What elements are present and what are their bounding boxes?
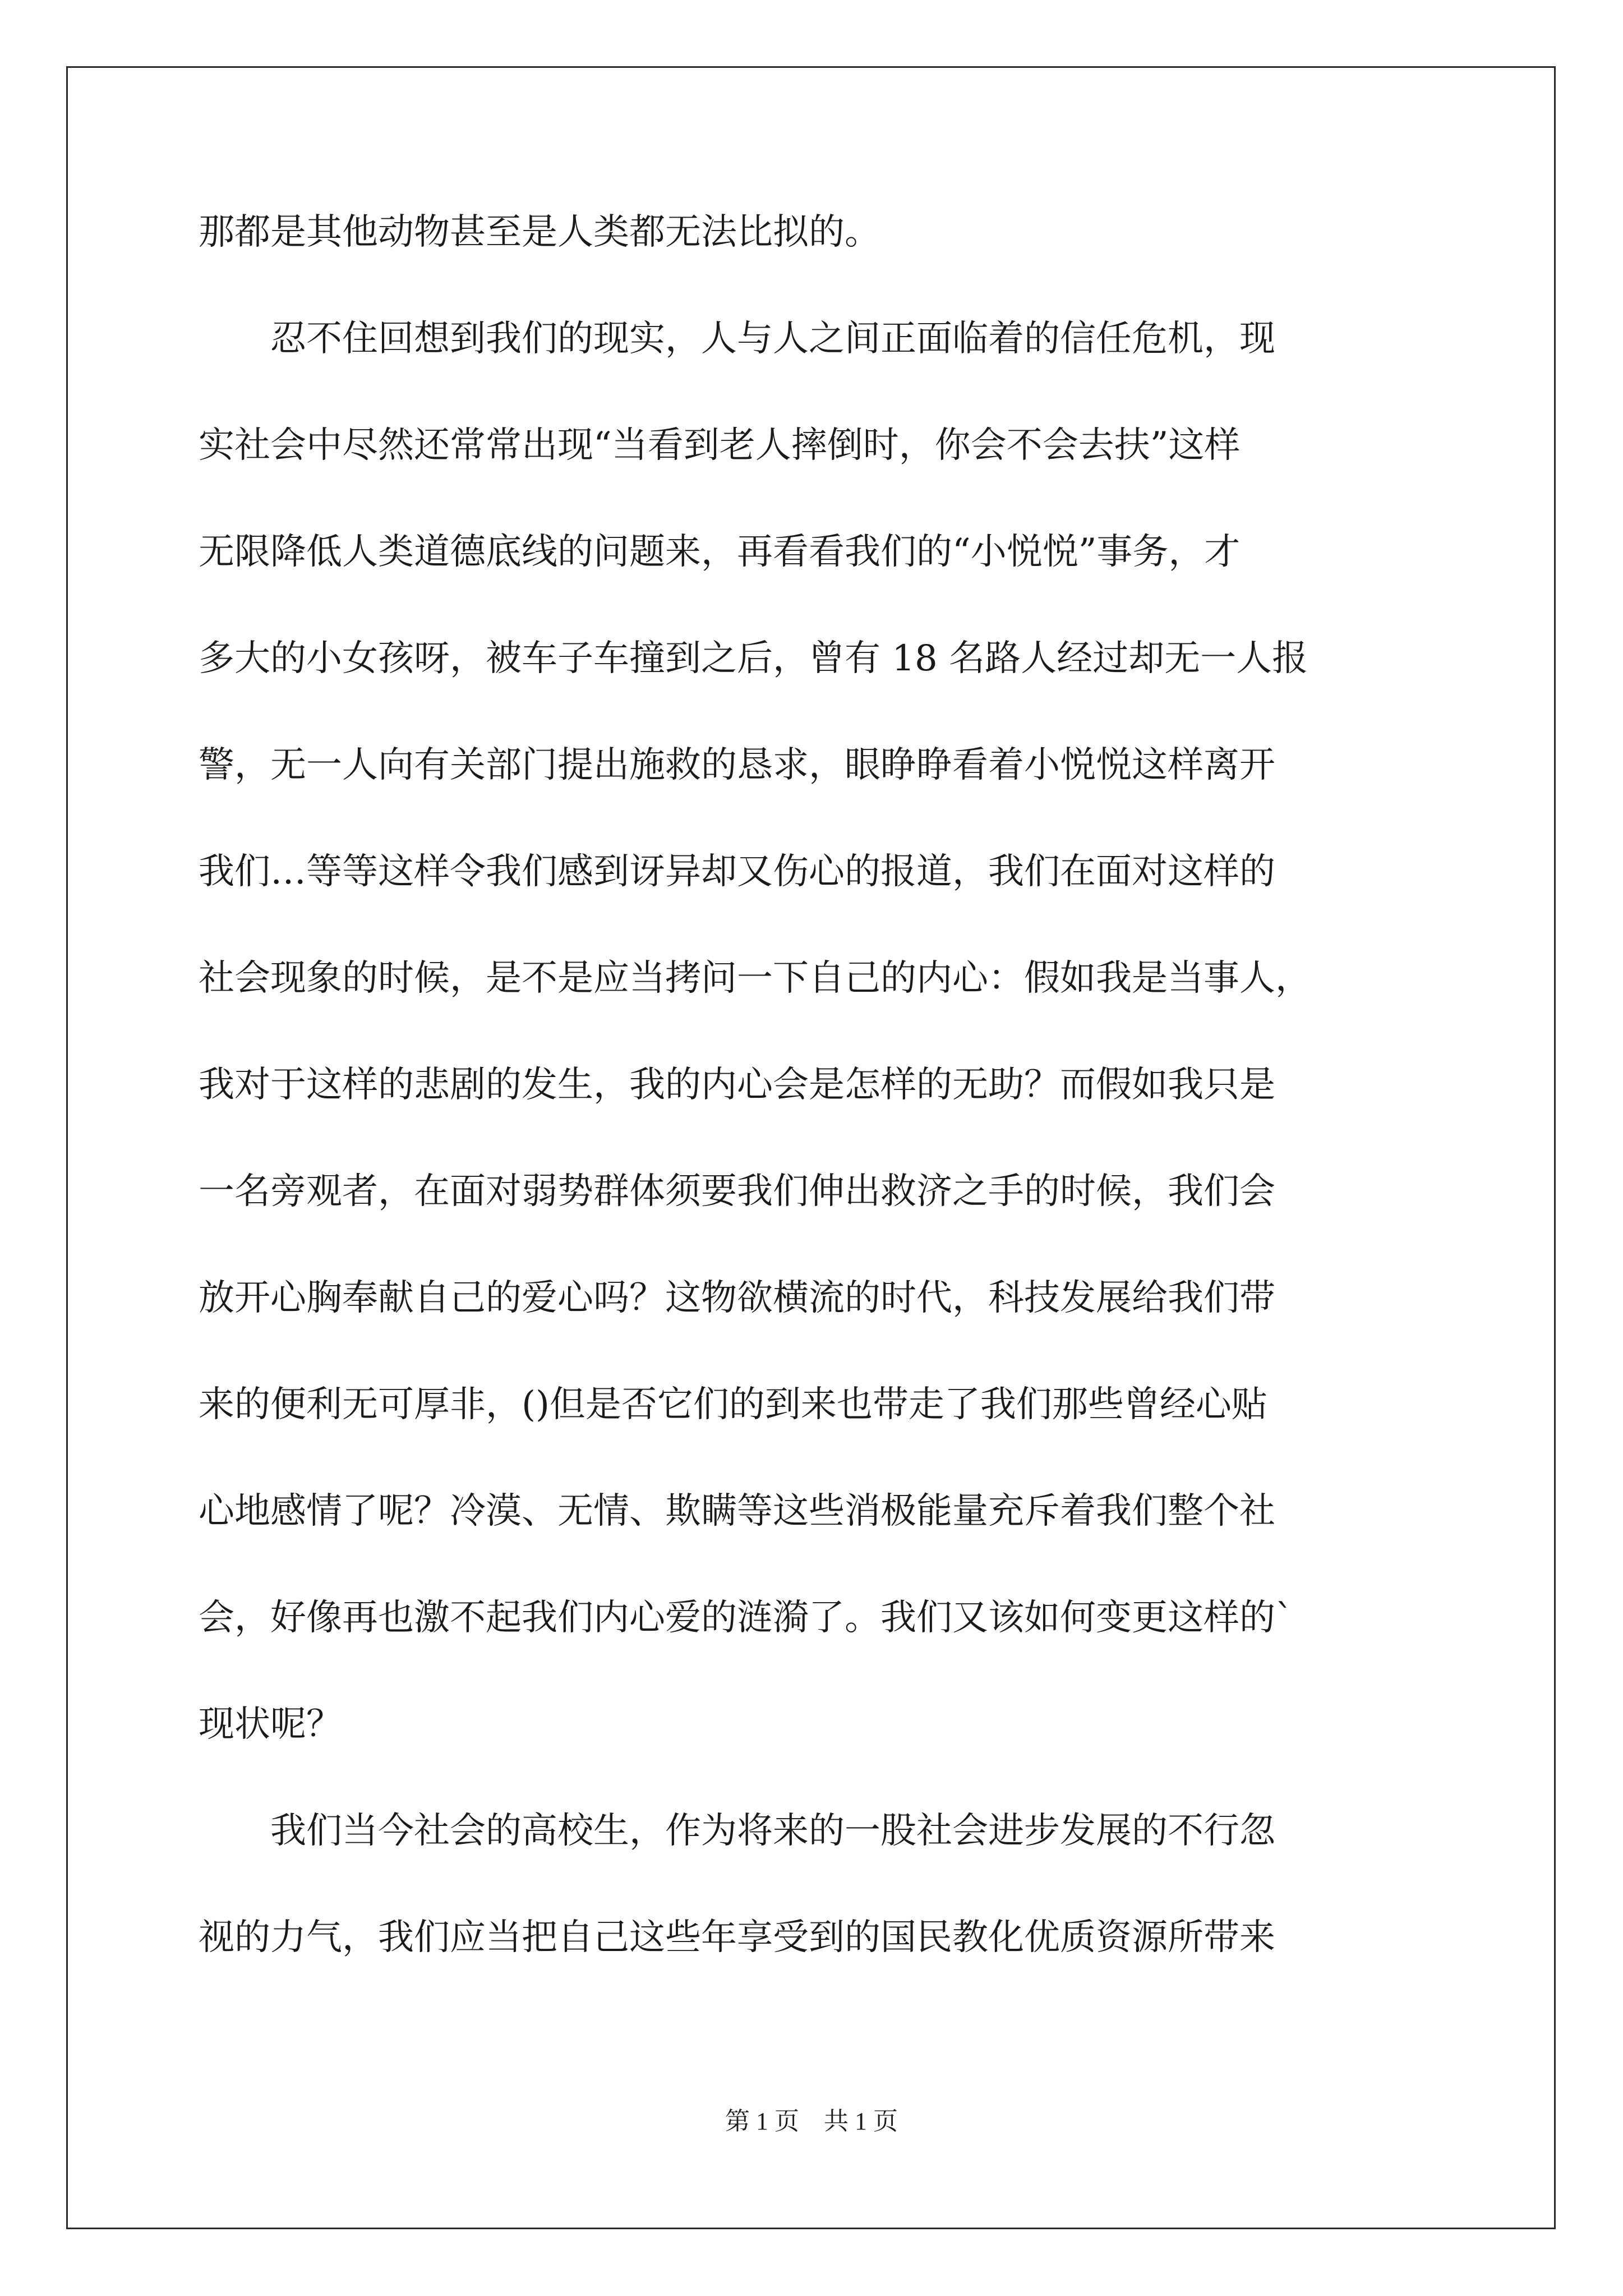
text-line: 多大的小女孩呀，被车子车撞到之后，曾有 18 名路人经过却无一人报 bbox=[199, 638, 1308, 679]
text-line: 无限降低人类道德底线的问题来，再看看我们的“小悦悦”事务，才 bbox=[199, 531, 1241, 573]
page-number: 第 1 页 共 1 页 bbox=[725, 2108, 898, 2135]
text-line: 我们…等等这样令我们感到讶异却又伤心的报道，我们在面对这样的 bbox=[199, 851, 1275, 892]
text-line: 现状呢？ bbox=[199, 1704, 342, 1745]
text-line: 我对于这样的悲剧的发生，我的内心会是怎样的无助？而假如我只是 bbox=[199, 1064, 1275, 1106]
text-line: 视的力气，我们应当把自己这些年享受到的国民教化优质资源所带来 bbox=[199, 1917, 1275, 1958]
text-line: 忍不住回想到我们的现实，人与人之间正面临着的信任危机，现 bbox=[199, 318, 1275, 360]
text-line: 放开心胸奉献自己的爱心吗？这物欲横流的时代，科技发展给我们带 bbox=[199, 1277, 1275, 1319]
text-line: 心地感情了呢？冷漠、无情、欺瞒等这些消极能量充斥着我们整个社 bbox=[199, 1490, 1275, 1532]
text-line: 那都是其他动物甚至是人类都无法比拟的。 bbox=[199, 211, 880, 253]
text-line: 警，无一人向有关部门提出施救的恳求，眼睁睁看着小悦悦这样离开 bbox=[199, 744, 1275, 786]
text-line: 一名旁观者，在面对弱势群体须要我们伸出救济之手的时候，我们会 bbox=[199, 1171, 1275, 1212]
text-line: 我们当今社会的高校生，作为将来的一股社会进步发展的不行忽 bbox=[199, 1810, 1275, 1852]
text-line: 来的便利无可厚非，()但是否它们的到来也带走了我们那些曾经心贴 bbox=[199, 1384, 1267, 1425]
text-line: 实社会中尽然还常常出现“当看到老人摔倒时，你会不会去扶”这样 bbox=[199, 425, 1241, 466]
text-line: 社会现象的时候，是不是应当拷问一下自己的内心：假如我是当事人， bbox=[199, 958, 1311, 999]
text-line: 会，好像再也激不起我们内心爱的涟漪了。我们又该如何变更这样的` bbox=[199, 1597, 1293, 1639]
